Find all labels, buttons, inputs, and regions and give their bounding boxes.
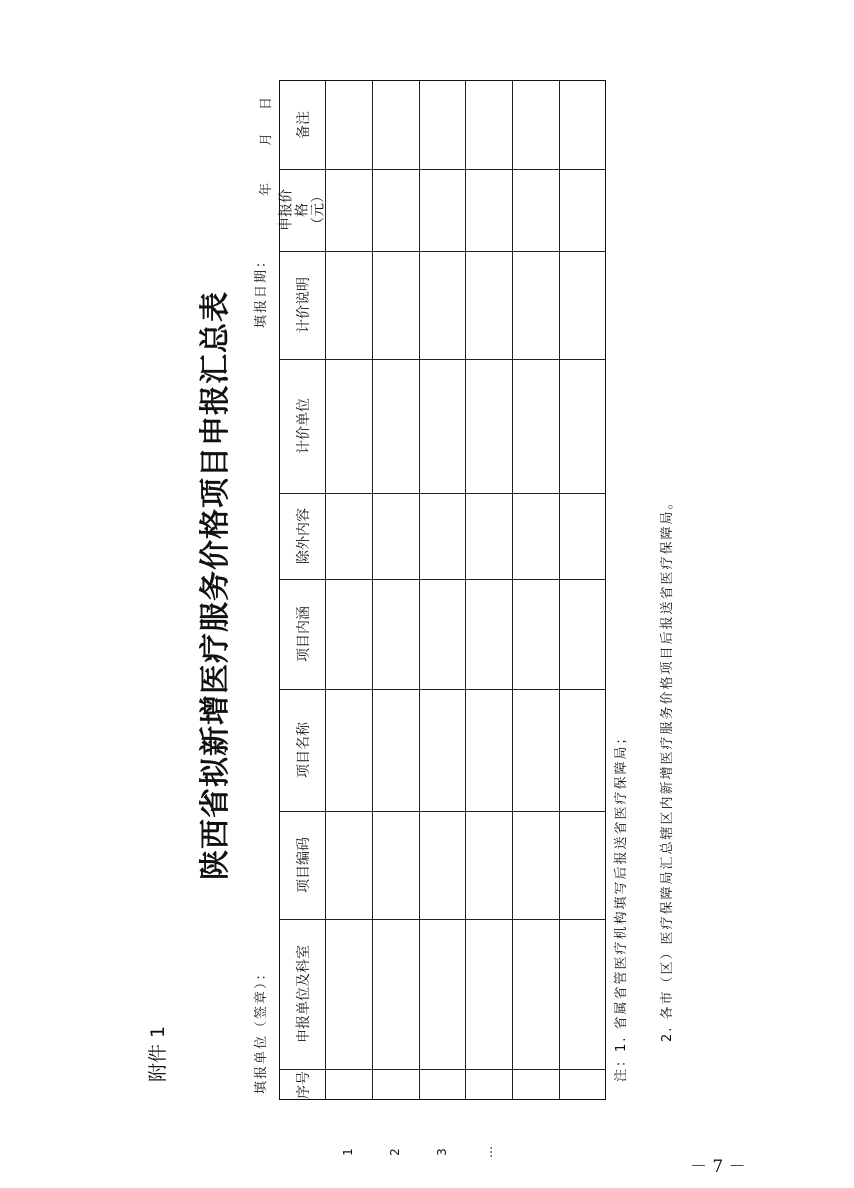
header-seq: 序号: [295, 1071, 312, 1099]
row-number: …: [480, 1146, 495, 1158]
date-year: 年: [259, 182, 274, 196]
fill-unit-label: 填报单位（签章）：: [254, 965, 269, 1094]
header-item-content: 项目内涵: [295, 606, 312, 662]
header-pricing-note: 计价说明: [295, 277, 312, 333]
header-item-code: 项目编码: [295, 837, 312, 893]
note-1: 注：1. 省属省管医疗机构填写后报送省医疗保障局；: [614, 729, 629, 1082]
note-2: 2. 各市（区）医疗保障局汇总辖区内新增医疗服务价格项目后报送省医疗保障局。: [660, 494, 675, 1042]
header-declared-price: 申报价格（元）: [278, 189, 327, 231]
header-item-name: 项目名称: [295, 722, 312, 778]
page-number: － 7 －: [690, 1157, 746, 1177]
row-number: 3: [434, 1148, 449, 1156]
header-unit-dept: 申报单位及科室: [295, 945, 312, 1043]
fill-date-label: 填报日期：: [254, 252, 269, 328]
header-pricing-unit: 计价单位: [295, 398, 312, 454]
header-excluded: 除外内容: [295, 508, 312, 564]
date-day: 日: [259, 96, 274, 110]
page-title: 陕西省拟新增医疗服务价格项目申报汇总表: [198, 291, 233, 880]
attachment-label: 附件 1: [147, 1025, 169, 1082]
row-number: 1: [340, 1148, 355, 1156]
date-month: 月: [259, 132, 274, 146]
summary-table: [278, 80, 606, 1158]
row-number: 2: [387, 1148, 402, 1156]
header-remarks: 备注: [295, 111, 312, 139]
